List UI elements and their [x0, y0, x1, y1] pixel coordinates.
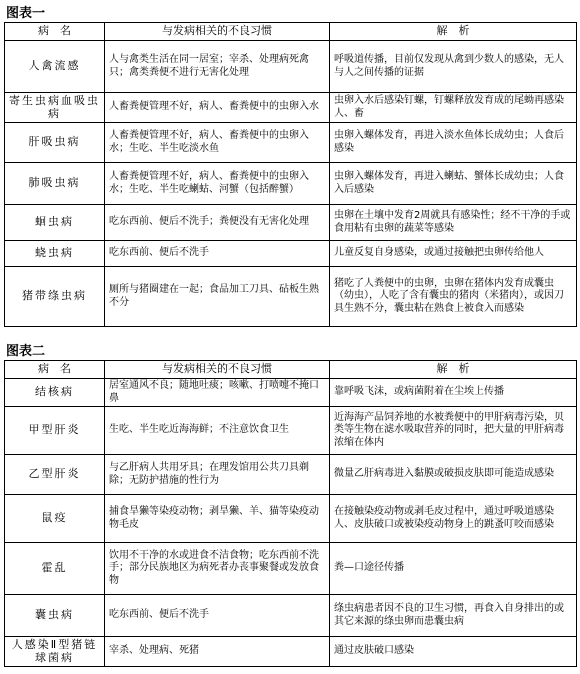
- disease-name-cell: 乙型肝炎: [5, 455, 105, 495]
- habit-cell: 捕食旱獭等染疫动物；剥旱獭、羊、猫等染疫动物毛皮: [105, 495, 330, 543]
- table-row: [5, 543, 577, 595]
- table-row: [5, 379, 577, 407]
- disease-name-cell: 人禽流感: [5, 41, 105, 93]
- table-row: [5, 495, 577, 543]
- table-row: [5, 93, 577, 123]
- analysis-cell: 虫卵入水后感染钉螺，钉螺释放发育成的尾蚴再感染人、畜: [330, 93, 577, 123]
- chart-one-title: 图表一: [6, 6, 46, 21]
- table-row: [5, 267, 577, 327]
- disease-name-cell: 蛔虫病: [5, 205, 105, 241]
- table-row: [5, 163, 577, 205]
- habit-cell: 吃东西前、便后不洗手: [105, 595, 330, 637]
- habit-cell: 吃东西前、便后不洗手: [105, 241, 330, 267]
- header-disease-name: 病 名: [5, 361, 105, 379]
- disease-name-cell: 囊虫病: [5, 595, 105, 637]
- habit-cell: 人畜粪便管理不好，病人、畜粪便中的虫卵入水；生吃、半生吃淡水鱼: [105, 123, 330, 163]
- disease-name-cell: 霍乱: [5, 543, 105, 595]
- habit-cell: 吃东西前、便后不洗手；粪便没有无害化处理: [105, 205, 330, 241]
- habit-cell: 与乙肝病人共用牙具；在理发馆用公共刀具剃除；无防护措施的性行为: [105, 455, 330, 495]
- chart-one-table: [4, 22, 577, 327]
- analysis-cell: 虫卵在土壤中发育2周就具有感染性；经不干净的手或食用粘有虫卵的蔬菜等感染: [330, 205, 577, 241]
- habit-cell: 生吃、半生吃近海海鲜；不注意饮食卫生: [105, 407, 330, 455]
- table-row: [5, 123, 577, 163]
- disease-name-cell: 人感染Ⅱ型猪链球菌病: [5, 637, 105, 667]
- habit-cell: 饮用不干净的水或进食不洁食物；吃东西前不洗手；部分民族地区为病死者办丧事聚餐或发放食物: [105, 543, 330, 595]
- analysis-cell: 靠呼吸飞沫，或病菌附着在尘埃上传播: [330, 379, 577, 407]
- analysis-cell: 猪吃了人粪便中的虫卵，虫卵在猪体内发育成囊虫（幼虫），人吃了含有囊虫的猪肉（米猪肉），或因刀具生熟不分，囊虫粘在熟食上被食入而感染: [330, 267, 577, 327]
- analysis-cell: 近海海产品饲养地的水被粪便中的甲肝病毒污染，贝类等生物在滤水吸取营养的同时，把大量的甲肝病毒浓缩在体内: [330, 407, 577, 455]
- habit-cell: 宰杀、处理病、死猪: [105, 637, 330, 667]
- disease-name-cell: 蛲虫病: [5, 241, 105, 267]
- analysis-cell: 通过皮肤破口感染: [330, 637, 577, 667]
- habit-cell: 厕所与猪圈建在一起；食品加工刀具、砧板生熟不分: [105, 267, 330, 327]
- table-row: [5, 205, 577, 241]
- analysis-cell: 绦虫病患者因不良的卫生习惯，再食入自身排出的或其它来源的绦虫卵而患囊虫病: [330, 595, 577, 637]
- disease-name-cell: 甲型肝炎: [5, 407, 105, 455]
- disease-name-cell: 寄生虫病血吸虫病: [5, 93, 105, 123]
- header-analysis: 解 析: [330, 361, 577, 379]
- analysis-cell: 虫卵入螺体发育，再进入淡水鱼体长成幼虫；人食后感染: [330, 123, 577, 163]
- header-bad-habit: 与发病相关的不良习惯: [105, 23, 330, 41]
- habit-cell: 人畜粪便管理不好，病人、畜粪便中的虫卵入水；生吃、半生吃蝲蛄、河蟹（包括醉蟹）: [105, 163, 330, 205]
- header-analysis: 解 析: [330, 23, 577, 41]
- disease-name-cell: 猪带绦虫病: [5, 267, 105, 327]
- analysis-cell: 虫卵入螺体发育，再进入蝲蛄、蟹体长成幼虫；人食入后感染: [330, 163, 577, 205]
- table-row: [5, 595, 577, 637]
- analysis-cell: 呼吸道传播，目前仅发现从禽到少数人的感染，无人与人之间传播的证据: [330, 41, 577, 93]
- table-row: [5, 455, 577, 495]
- disease-name-cell: 鼠疫: [5, 495, 105, 543]
- table-row: [5, 637, 577, 667]
- habit-cell: 人与禽类生活在同一居室；宰杀、处理病死禽只；禽类粪便不进行无害化处理: [105, 41, 330, 93]
- table-header-row: [5, 361, 577, 379]
- analysis-cell: 微量乙肝病毒进入黏膜或破损皮肤即可能造成感染: [330, 455, 577, 495]
- analysis-cell: 粪—口途径传播: [330, 543, 577, 595]
- disease-name-cell: 结核病: [5, 379, 105, 407]
- analysis-cell: 在接触染疫动物或剥毛皮过程中，通过呼吸道感染人、皮肤破口或被染疫动物身上的跳蚤叮咬而感染: [330, 495, 577, 543]
- table-row: [5, 41, 577, 93]
- header-disease-name: 病 名: [5, 23, 105, 41]
- habit-cell: 人畜粪便管理不好，病人、畜粪便中的虫卵入水: [105, 93, 330, 123]
- analysis-cell: 儿童反复自身感染，或通过接触把虫卵传给他人: [330, 241, 577, 267]
- header-bad-habit: 与发病相关的不良习惯: [105, 361, 330, 379]
- table-header-row: [5, 23, 577, 41]
- habit-cell: 居室通风不良；随地吐痰；咳嗽、打喷嚏不掩口鼻: [105, 379, 330, 407]
- table-row: [5, 407, 577, 455]
- disease-name-cell: 肺吸虫病: [5, 163, 105, 205]
- disease-name-cell: 肝吸虫病: [5, 123, 105, 163]
- chart-two-table: [4, 360, 577, 667]
- table-row: [5, 241, 577, 267]
- chart-two-title: 图表二: [6, 344, 46, 359]
